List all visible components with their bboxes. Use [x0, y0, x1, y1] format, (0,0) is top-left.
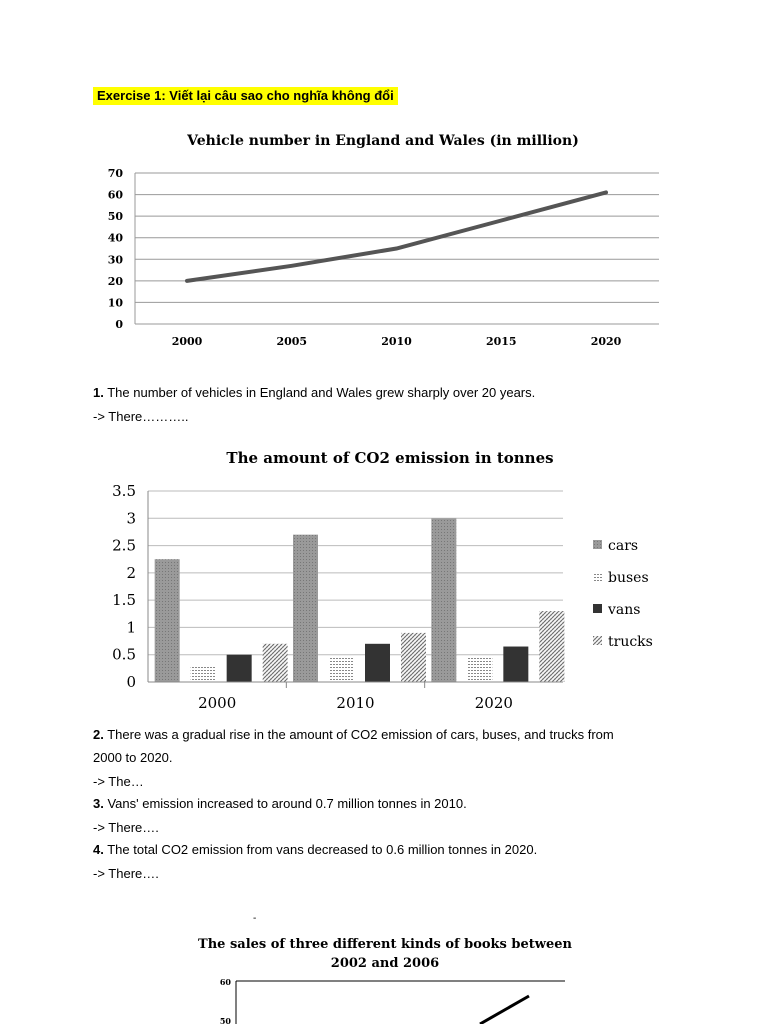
question-3 [93, 796, 467, 812]
y-tick-label: 3.5 [112, 482, 136, 500]
chart-title-line-2: 2002 and 2006 [330, 956, 440, 971]
co2-bar-chart [93, 445, 693, 715]
vehicle-line-chart [93, 125, 673, 360]
x-tick-label: 2000 [171, 335, 203, 348]
stray-mark: - [253, 913, 257, 924]
answer-1: -> There……….. [93, 409, 189, 424]
bar-buses [191, 666, 216, 682]
bar-trucks [263, 644, 288, 682]
question-4 [93, 842, 537, 858]
y-tick-label: 50 [107, 210, 123, 224]
y-tick-label: 20 [107, 274, 123, 288]
y-tick-label: 0.5 [112, 645, 136, 664]
legend-swatch-cars [593, 540, 602, 549]
bar-cars [293, 535, 318, 682]
question-text: Vans' emission increased to around 0.7 million tonnes in 2010. [107, 796, 467, 811]
legend-swatch-trucks [593, 636, 602, 645]
question-number: 3. [93, 796, 104, 811]
y-tick-label: 2 [126, 563, 136, 582]
legend-swatch-vans [593, 604, 602, 613]
vehicle-series-line [187, 192, 606, 281]
y-tick-label: 10 [107, 296, 123, 310]
bar-trucks [539, 611, 564, 682]
y-tick-label: 30 [107, 253, 123, 267]
legend-swatch-buses [593, 572, 602, 581]
answer-3: -> There…. [93, 820, 159, 835]
y-tick-label: 60 [107, 188, 123, 202]
sales-series-line [480, 996, 529, 1024]
answer-2: -> The… [93, 774, 144, 789]
x-tick-label: 2005 [276, 335, 308, 348]
y-tick-label: 2.5 [112, 536, 136, 555]
question-text: There was a gradual rise in the amount of CO2 emission of cars, buses, and trucks from [107, 727, 614, 742]
question-number: 4. [93, 842, 104, 857]
question-text: The number of vehicles in England and Wales grew sharply over 20 years. [107, 385, 536, 400]
y-tick-label: 40 [107, 231, 123, 245]
question-2-continued: 2000 to 2020. [93, 750, 173, 765]
exercise-title: Exercise 1: Viết lại câu sao cho nghĩa không đổi [93, 87, 398, 105]
bar-cars [155, 559, 180, 682]
x-tick-label: 2010 [336, 694, 375, 712]
question-number: 1. [93, 385, 104, 400]
bar-trucks [401, 633, 426, 682]
legend-label-cars: cars [608, 538, 639, 554]
question-number: 2. [93, 727, 104, 742]
bar-buses [467, 657, 492, 682]
y-tick-label: 3 [126, 509, 136, 528]
y-tick-label: 70 [107, 167, 123, 180]
y-tick-label: 0 [115, 318, 123, 331]
x-tick-label: 2020 [590, 335, 622, 348]
legend-label-trucks: trucks [608, 634, 653, 650]
x-tick-label: 2010 [381, 335, 412, 348]
chart-title: The sales of three different kinds of books between [198, 937, 572, 952]
y-tick-label: 1 [126, 618, 136, 637]
x-tick-label: 2020 [474, 694, 513, 712]
question-text: The total CO2 emission from vans decreased to 0.6 million tonnes in 2020. [107, 842, 538, 857]
bar-vans [365, 644, 390, 682]
bar-buses [329, 657, 354, 682]
y-tick-label: 50 [219, 1016, 231, 1024]
bar-vans [227, 655, 252, 682]
answer-4: -> There…. [93, 866, 159, 881]
bar-vans [503, 647, 528, 682]
x-tick-label: 2015 [485, 335, 517, 348]
y-tick-label: 0 [126, 673, 136, 691]
legend-label-vans: vans [608, 602, 641, 618]
chart-title: Vehicle number in England and Wales (in million) [187, 133, 579, 149]
y-tick-label: 1.5 [112, 591, 136, 610]
book-sales-chart [195, 932, 575, 1024]
question-1 [93, 385, 535, 401]
question-2 [93, 727, 614, 743]
bar-cars [431, 518, 456, 682]
x-tick-label: 2000 [198, 694, 237, 712]
chart-title: The amount of CO2 emission in tonnes [226, 449, 554, 467]
legend-label-buses: buses [608, 570, 649, 586]
y-tick-label: 60 [219, 977, 231, 987]
